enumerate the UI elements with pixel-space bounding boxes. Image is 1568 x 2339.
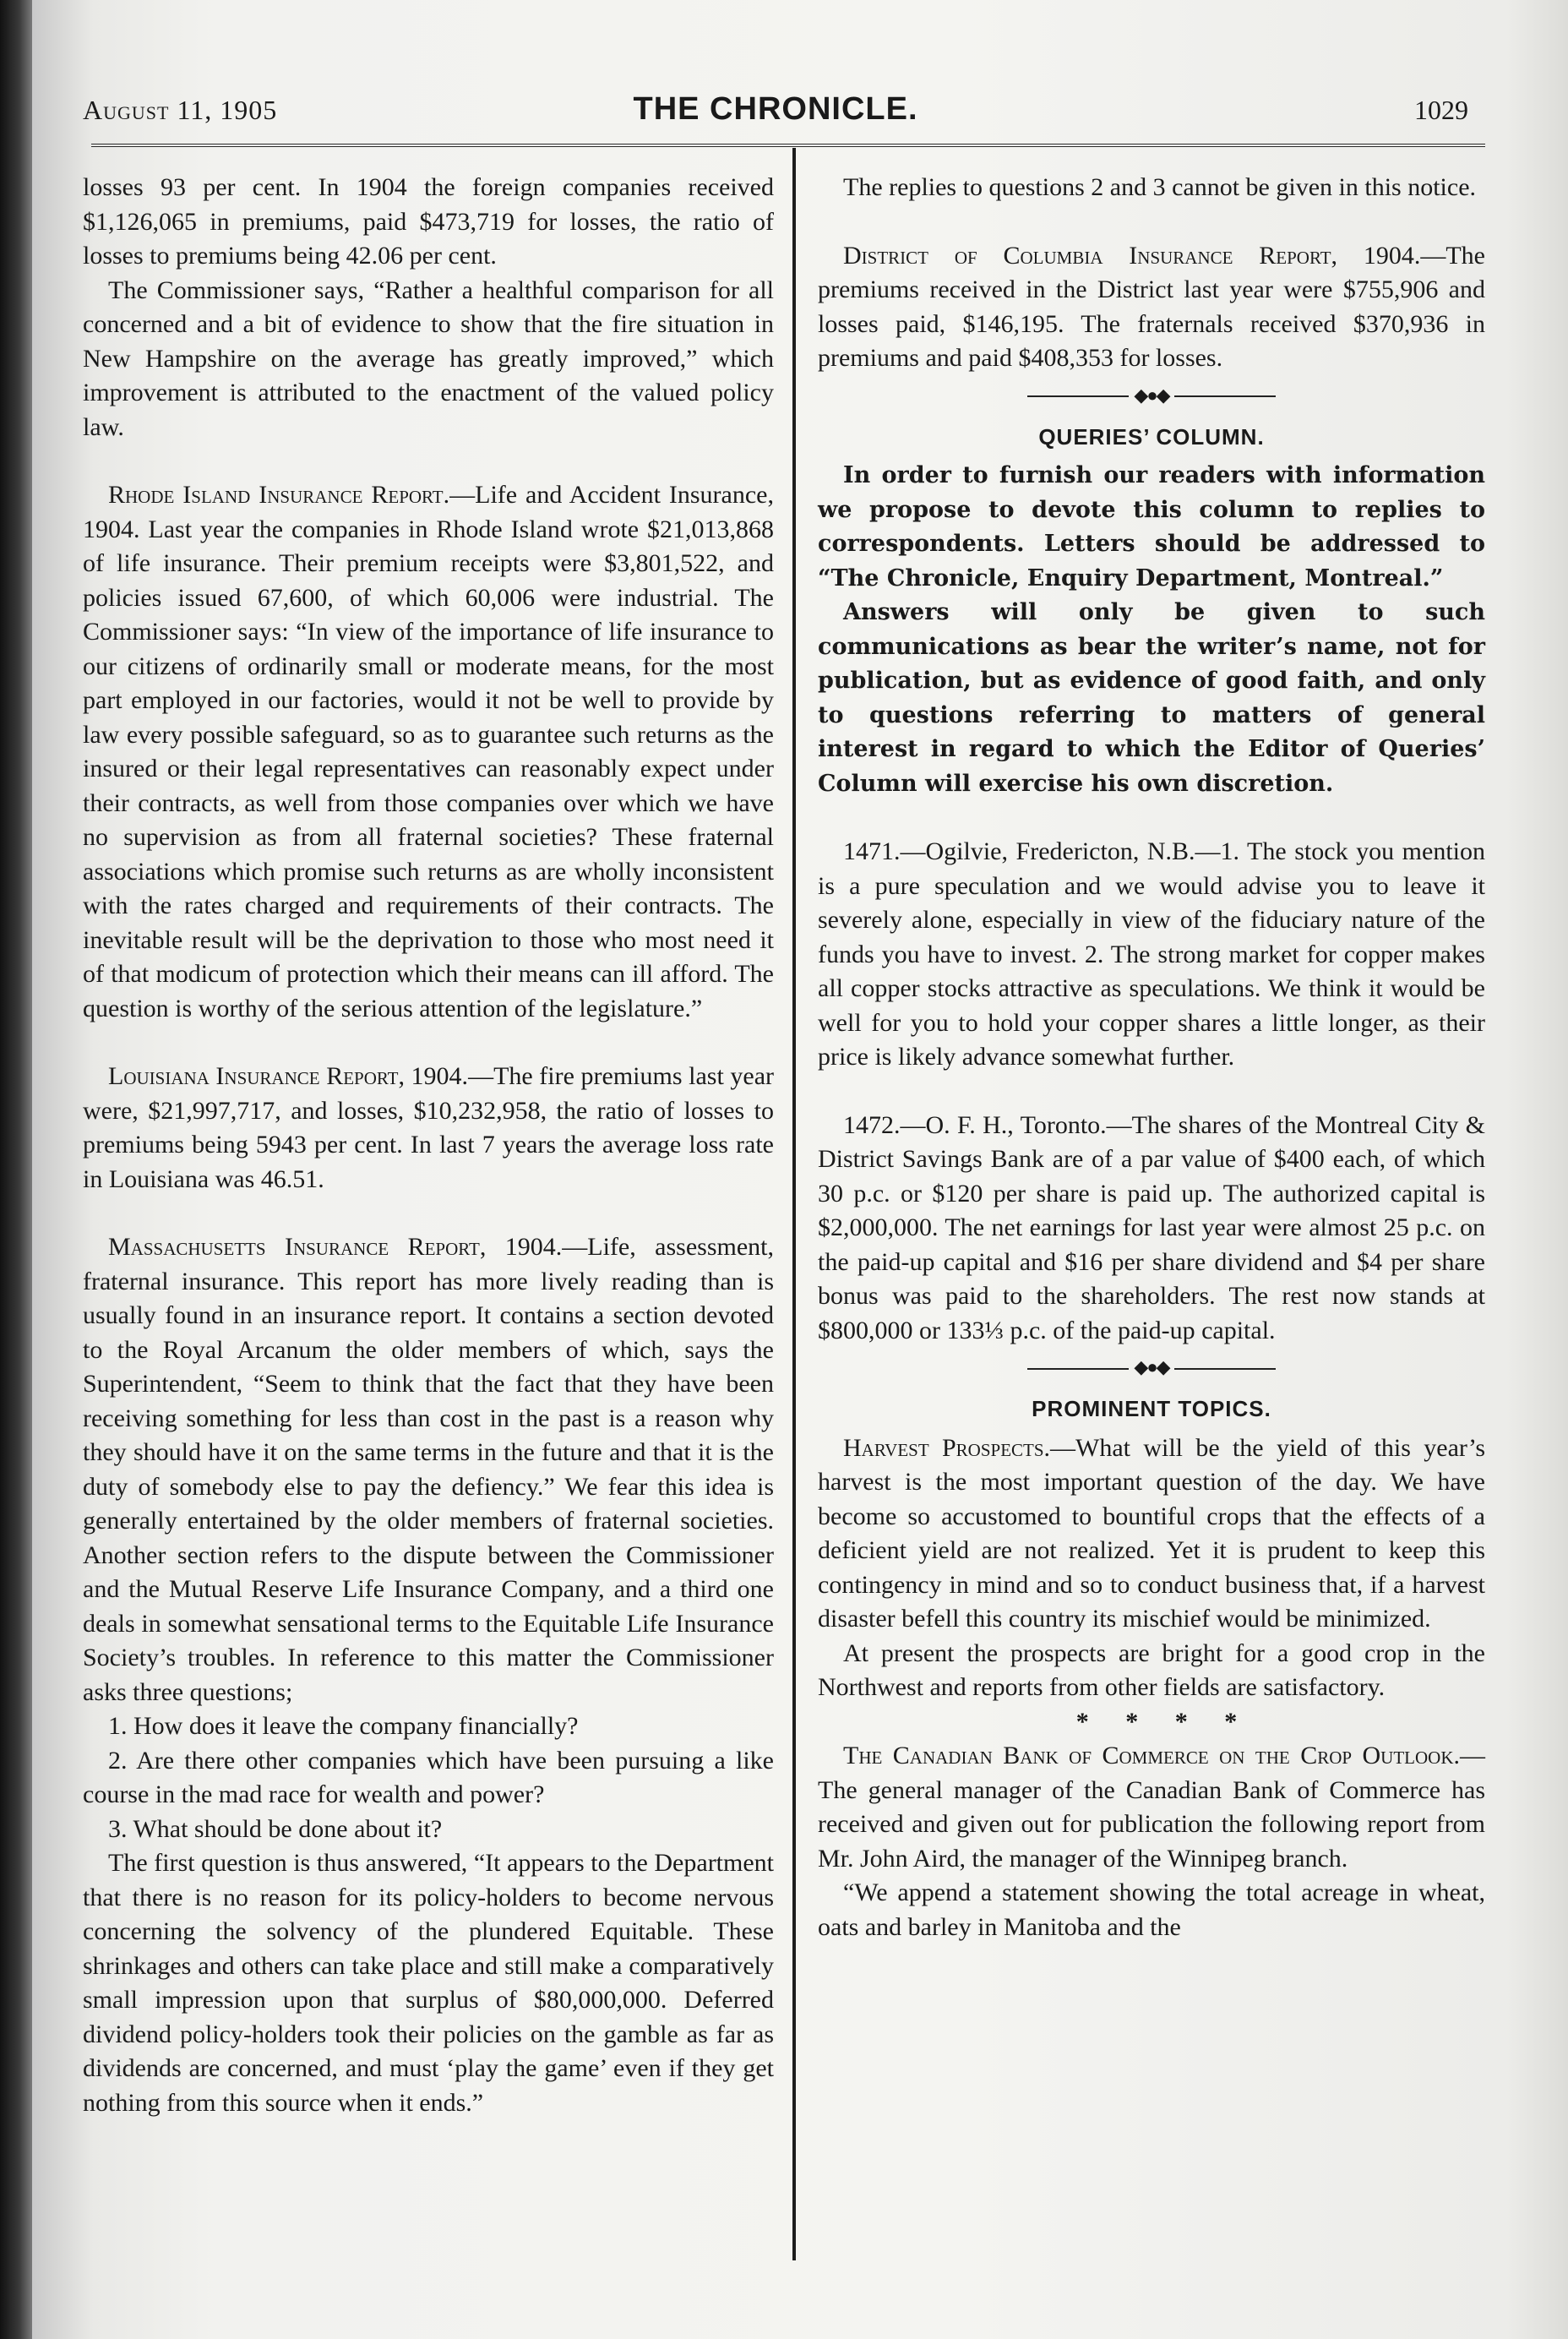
section-ornament: ◆●◆ (818, 1355, 1485, 1380)
paragraph-statement-acreage: “We append a statement showing the total acreage in wheat, oats and barley in Manitoba and the (818, 1878, 1485, 1941)
header-title: THE CHRONICLE. (633, 91, 918, 127)
article-body-rhode-island: —Life and Accident Insurance, 1904. Last year the companies in Rhode Island wrote $21,013,868 of life insurance. Their premium receipts were $3,801,522, and policies issued 67,600, of which 60,006 were industrial. The Commissioner says: “In view of the importance of life insurance to our citizens of ordinarily small or moderate means, for the most part employed in our factories, would it not be well to provide by law every possible safeguard, so as to guarantee such returns as the insured or their legal representatives can reasonably expect under their contracts, as well from those companies over which we have no supervision as from all fraternal societies? These fraternal associations which promise such returns as are wholly inconsistent with the rates charged and requirements of their contracts. The inevitable result will be the deprivation to those who most need it of that modicum of protection which their means can ill afford. The question is worthy of the serious attention of the legislature.” (83, 481, 774, 1022)
section-stars-divider: * * * * (1075, 1707, 1253, 1736)
article-harvest-prospects (818, 1431, 1485, 1637)
article-heading-louisiana: Louisiana Insurance Report, 1904. (108, 1062, 469, 1090)
article-heading-massachusetts: Massachusetts Insurance Report, 1904. (108, 1233, 563, 1261)
query-1471: 1471.—Ogilvie, Fredericton, N.B.—1. The stock you mention is a pure speculation and we would advise you to leave it severely alone, especially in view of the fiduciary nature of the funds you have to invest. 2. The strong market for copper makes all copper stocks attractive as speculations. We think it would be well for you to hold your copper shares a little longer, as their price is likely advance somewhat further. (818, 837, 1485, 1071)
question-item-1: 1. How does it leave the company financially? (108, 1712, 579, 1740)
article-heading-harvest-prospects: Harvest Prospects. (843, 1433, 1051, 1462)
article-rhode-island (83, 478, 774, 1026)
paragraph-queries-intro: In order to furnish our readers with information we propose to devote this column to replies to correspondents. Letters should be addressed to “The Chronicle, Enquiry Department, Montreal.” (818, 462, 1485, 592)
article-body-massachusetts: —Life, assessment, fraternal insurance. This report has more lively reading than is usually found in an insurance report. It contains a section devoted to the Royal Arcanum the older members of which, says the Superintendent, “Seem to think that the fact that they have been receiving something for less than cost in the past is a reason why they should have it on the same terms in the future and that it is the duty of somebody else to pay the defiency.” We fear this idea is generally entertained by the older members of fraternal societies. Another section refers to the dispute between the Commissioner and the Mutual Reserve Life Insurance Company, and a third one deals in somewhat sensational terms to the Equitable Life Insurance Society’s troubles. In reference to this matter the Commissioner asks three questions; (83, 1233, 774, 1706)
header-rule (91, 144, 1485, 147)
paragraph-queries-rules: Answers will only be given to such communications as bear the writer’s name, not for publication, but as evidence of good faith, and only to questions referring to matters of general interest in regard to which the Editor of Queries’ Column will exercise his own discretion. (818, 599, 1485, 797)
article-bank-of-commerce (818, 1739, 1485, 1876)
article-body-district-of-columbia: —The premiums received in the District last year were $755,906 and losses paid, $146,195. The fraternals received $370,936 in premiums and paid $408,353 for losses. (818, 241, 1485, 372)
paragraph-foreign-companies: losses 93 per cent. In 1904 the foreign companies received $1,126,065 in premiums, paid $473,719 for losses, the ratio of losses to premiums being 42.06 per cent. (83, 173, 774, 270)
page-header (83, 88, 1468, 139)
article-heading-bank-of-commerce: The Canadian Bank of Commerce on the Crop Outlook. (843, 1742, 1460, 1769)
section-title-queries: QUERIES’ COLUMN. (1038, 423, 1265, 450)
column-divider (792, 148, 796, 2260)
article-body-louisiana: —The fire premiums last year were, $21,997,717, and losses, $10,232,958, the ratio of losses to premiums being 5943 per cent. In last 7 years the average loss rate in Louisiana was 46.51. (83, 1062, 775, 1193)
header-date: August 11, 1905 (83, 95, 278, 125)
query-1472: 1472.—O. F. H., Toronto.—The shares of the Montreal City & District Savings Bank are of a par value of $400 each, of which 30 p.c. or $120 per share is paid up. The authorized capital is $2,000,000. The net earnings for last year were almost 25 p.c. on the paid-up capital and $16 per share dividend and $4 per share bonus was paid to the shareholders. The rest now stands at $800,000 or 133⅓ p.c. of the paid-up capital. (818, 1110, 1485, 1344)
paragraph-harvest-present: At present the prospects are bright for a good crop in the Northwest and reports from other fields are satisfactory. (818, 1638, 1485, 1701)
paragraph-replies-note: The replies to questions 2 and 3 cannot be given in this notice. (843, 173, 1477, 201)
paragraph-first-question-answer: The first question is thus answered, “It appears to the Department that there is no reason for its policy-holders to become nervous concerning the solvency of the plundered Equitable. These shrinkages and others can take place and still make a comparatively small impression upon that surplus of $80,000,000. Deferred dividend policy-holders took their policies on the gamble as far as dividends are concerned, and must ‘play the game’ even if they get nothing from this source when it ends.” (83, 1849, 774, 2117)
article-heading-district-of-columbia: District of Columbia Insurance Report, 1904. (843, 241, 1421, 270)
header-page-number: 1029 (1414, 95, 1468, 125)
article-body-harvest-prospects: —What will be the yield of this year’s harvest is the most important question of the day. We have become so accustomed to bountiful crops that the effects of a deficient yield are not realized. Yet it is prudent to keep this contingency in mind and so to conduct business that, if a harvest disaster befell this country its mischief would be minimized. (818, 1433, 1485, 1633)
section-title-prominent-topics: PROMINENT TOPICS. (1032, 1396, 1271, 1421)
question-item-2: 2. Are there other companies which have been pursuing a like course in the mad race for wealth and power? (83, 1746, 774, 1808)
right-column (818, 171, 1485, 1944)
question-item-3: 3. What should be done about it? (108, 1814, 443, 1843)
left-column (83, 171, 774, 2120)
binding-shadow (0, 0, 32, 2339)
article-body-bank-of-commerce: —The general manager of the Canadian Bank of Commerce has received and given out for publication the following report from Mr. John Aird, the manager of the Winnipeg branch. (818, 1742, 1485, 1873)
article-massachusetts (83, 1230, 774, 1709)
article-louisiana (83, 1060, 774, 1197)
newspaper-page (32, 0, 1568, 2339)
paragraph-commissioner-quote: The Commissioner says, “Rather a healthful comparison for all concerned and a bit of evidence to show that the fire situation in New Hampshire on the average has greatly improved,” which improvement is attributed to the enactment of the valued policy law. (83, 275, 774, 441)
article-district-of-columbia (818, 239, 1485, 376)
section-ornament: ◆●◆ (818, 383, 1485, 408)
article-heading-rhode-island: Rhode Island Insurance Report. (108, 481, 450, 509)
